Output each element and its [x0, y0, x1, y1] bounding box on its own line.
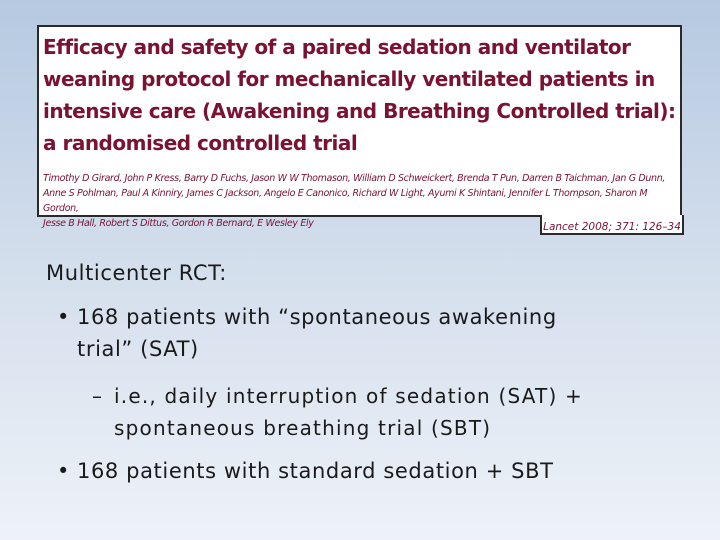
- paper-authors: Timothy D Girard, John P Kress, Barry D Fuchs, Jason W W Thomason, William D Schweickert, Brenda T Pun, Darren B Taichman, Jan G Dunn, Anne S Pohlman, Paul A Kinniry, James C Jackson, Angelo E Canonico, Richard W Light, Ayumi K Shintani, Jennifer L Thompson, Sharon M Gordon, Jesse B Hall, Robert S Dittus, Gordon R Bernard, E Wesley Ely: [43, 173, 666, 229]
- bullet-sat-group: [57, 301, 677, 365]
- sub-bullet-marker: –: [92, 384, 102, 408]
- sub-bullet-sat-definition: [92, 380, 692, 444]
- bullet-marker: •: [57, 305, 70, 329]
- bullet-control-group: [57, 455, 677, 487]
- bullet-text-control-group: 168 patients with standard sedation + SBT: [77, 459, 554, 483]
- citation-box: [540, 215, 684, 235]
- sub-bullet-text-sat-definition: i.e., daily interruption of sedation (SAT) + spontaneous breathing trial (SBT): [114, 384, 583, 440]
- bullet-marker: •: [57, 459, 70, 483]
- bullet-text-sat-group: 168 patients with “spontaneous awakening trial” (SAT): [77, 305, 557, 361]
- citation-text: Lancet 2008; 371: 126–34: [543, 221, 681, 233]
- intro-text: Multicenter RCT:: [46, 261, 227, 285]
- paper-title: Efficacy and safety of a paired sedation and ventilator weaning protocol for mechanically ventilated patients in intensive care (Awakening and Breathing Controlled trial): a randomised controlled trial: [43, 35, 676, 155]
